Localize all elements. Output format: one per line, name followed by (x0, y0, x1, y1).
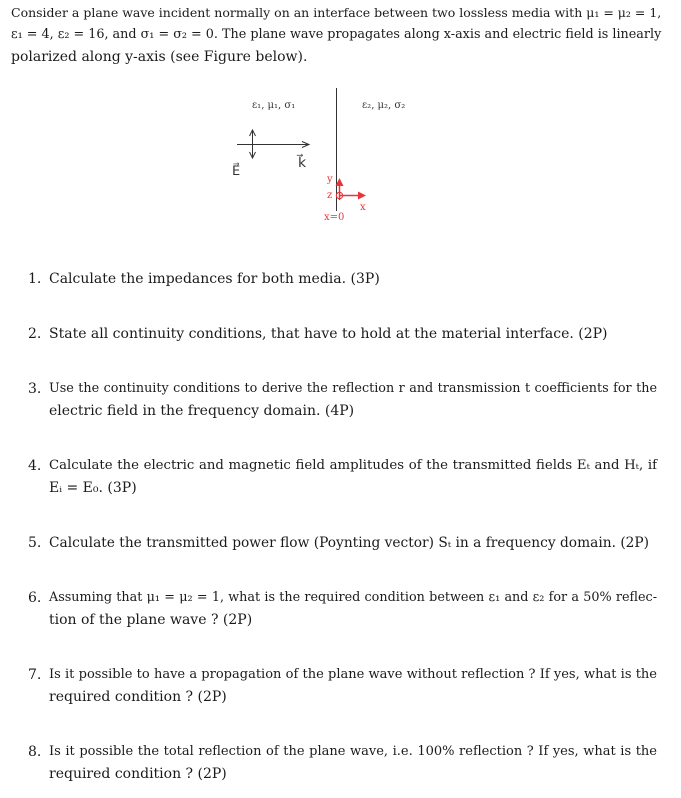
question-text-line: Use the continuity conditions to derive the reflection r and transmission t coefficients for the (49, 381, 657, 396)
question-number: 8. (28, 744, 42, 760)
question-number: 3. (28, 381, 42, 397)
question-number: 5. (28, 535, 42, 551)
question-text-line: Is it possible to have a propagation of the plane wave without reflection ? If yes, what is the (49, 667, 657, 682)
problem-statement-line-2: ε₁ = 4, ε₂ = 16, and σ₁ = σ₂ = 0. The plane wave propagates along x-axis and electric field is linearly (11, 27, 662, 42)
question-number: 1. (28, 271, 42, 287)
question-text-line: tion of the plane wave ? (2P) (49, 612, 253, 628)
x-axis-arrowhead (358, 192, 366, 200)
medium-2-label: ε₂, μ₂, σ₂ (362, 100, 406, 111)
problem-statement-line-3: polarized along y-axis (see Figure below). (11, 49, 308, 65)
interface-position-label: x=0 (324, 212, 345, 223)
question-number: 2. (28, 326, 42, 342)
question-number: 6. (28, 590, 42, 606)
problem-statement-line-1: Consider a plane wave incident normally on an interface between two lossless media with μ₁ = μ₂ = 1, (11, 5, 662, 20)
question-text-line: electric field in the frequency domain. (4P) (49, 403, 355, 419)
question-text-line: required condition ? (2P) (49, 766, 227, 782)
question-text-line: Assuming that μ₁ = μ₂ = 1, what is the required condition between ε₁ and ε₂ for a 50% reflec- (49, 590, 657, 605)
question-text-line: Eᵢ = E₀. (3P) (49, 480, 137, 496)
question-text-line: required condition ? (2P) (49, 689, 227, 705)
question-number: 7. (28, 667, 42, 683)
interface-figure (0, 0, 681, 240)
z-axis-label: z (327, 190, 333, 201)
e-field-label: E⃗ (232, 164, 241, 179)
medium-1-label: ε₁, μ₁, σ₁ (252, 100, 296, 111)
question-text-line: Is it possible the total reflection of the plane wave, i.e. 100% reflection ? If yes, what is the (49, 744, 657, 759)
x-axis-label: x (360, 202, 366, 213)
y-axis-label: y (327, 174, 333, 185)
question-text-line: Calculate the impedances for both media. (3P) (49, 271, 380, 287)
k-vector-label: k⃗ (298, 155, 307, 171)
question-text-line: Calculate the electric and magnetic field amplitudes of the transmitted fields Eₜ and Hₜ, if (49, 458, 657, 473)
question-number: 4. (28, 458, 42, 474)
question-text-line: State all continuity conditions, that have to hold at the material interface. (2P) (49, 326, 608, 342)
question-text-line: Calculate the transmitted power flow (Poynting vector) Sₜ in a frequency domain. (2P) (49, 535, 650, 551)
